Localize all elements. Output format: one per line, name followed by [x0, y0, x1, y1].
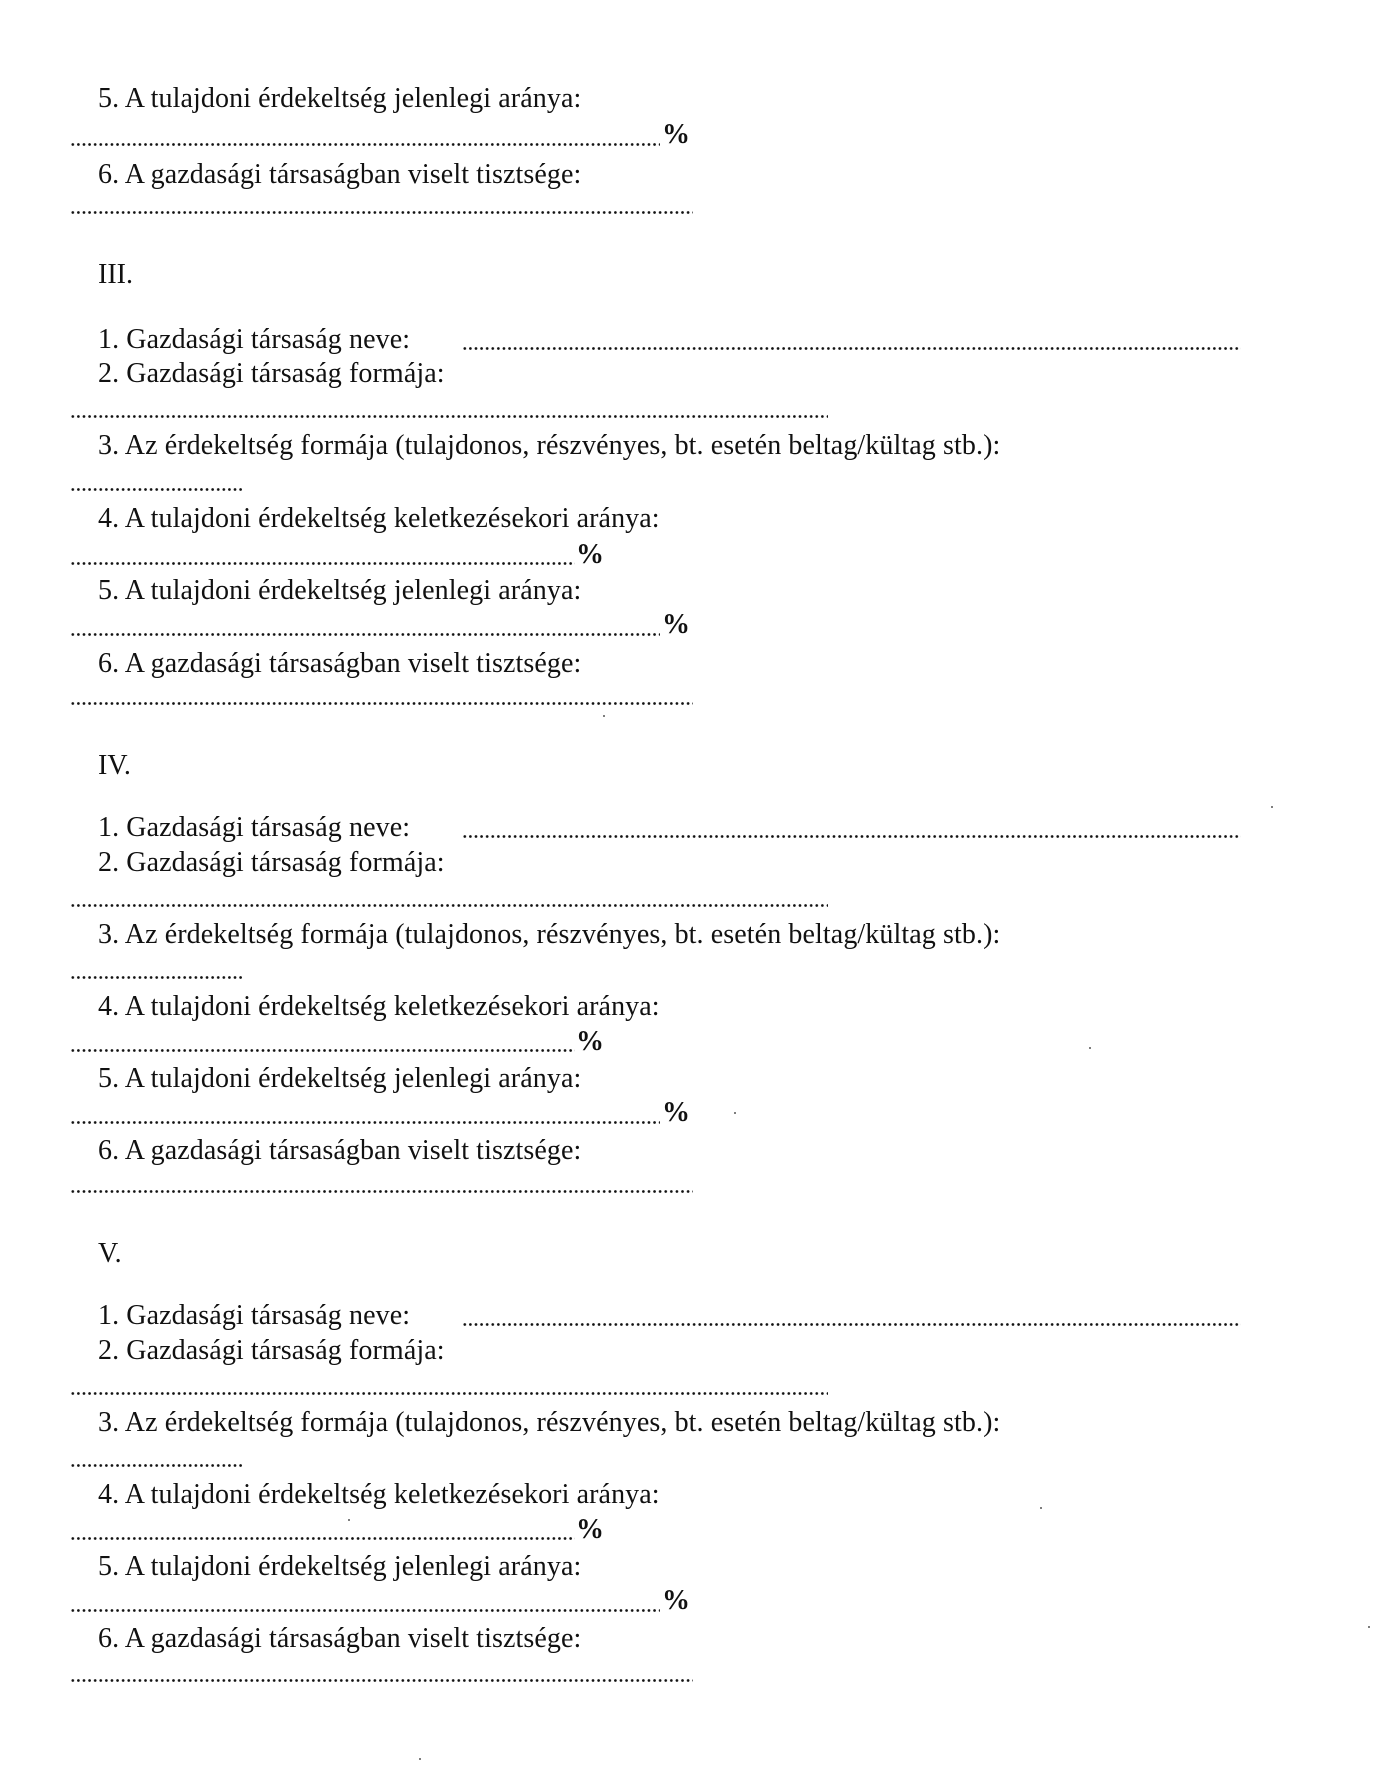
section-heading-v: V.	[98, 1238, 122, 1269]
percent-sign: %	[662, 119, 690, 150]
field-blank-company-name[interactable]	[462, 347, 1241, 350]
field-label-company-name: 1. Gazdasági társaság neve:	[98, 812, 411, 843]
scan-speck	[734, 1112, 736, 1114]
scan-speck	[1368, 1626, 1370, 1628]
field-label-position: 6. A gazdasági társaságban viselt tisztsége:	[98, 159, 582, 190]
field-label-interest-form: 3. Az érdekeltség formája (tulajdonos, részvényes, bt. esetén beltag/kültag stb.):	[98, 430, 1001, 461]
field-blank-current-share[interactable]	[70, 633, 660, 636]
field-label-initial-share: 4. A tulajdoni érdekeltség keletkezésekori aránya:	[98, 1479, 660, 1510]
section-heading-iv: IV.	[98, 750, 131, 781]
field-label-company-name: 1. Gazdasági társaság neve:	[98, 1300, 411, 1331]
percent-sign: %	[576, 539, 604, 570]
field-blank-position[interactable]	[70, 1679, 693, 1682]
field-blank-company-form[interactable]	[70, 1392, 828, 1395]
field-label-current-share: 5. A tulajdoni érdekeltség jelenlegi aránya:	[98, 1551, 582, 1582]
field-label-initial-share: 4. A tulajdoni érdekeltség keletkezésekori aránya:	[98, 503, 660, 534]
percent-sign: %	[662, 609, 690, 640]
field-blank-position[interactable]	[70, 702, 693, 705]
percent-sign: %	[662, 1097, 690, 1128]
field-blank-initial-share[interactable]	[70, 1049, 575, 1052]
percent-sign: %	[576, 1026, 604, 1057]
scan-speck	[1271, 806, 1273, 808]
scan-speck	[419, 1758, 421, 1760]
scan-speck	[603, 715, 605, 717]
field-label-position: 6. A gazdasági társaságban viselt tisztsége:	[98, 1135, 582, 1166]
field-label-interest-form: 3. Az érdekeltség formája (tulajdonos, részvényes, bt. esetén beltag/kültag stb.):	[98, 1407, 1001, 1438]
field-label-interest-form: 3. Az érdekeltség formája (tulajdonos, részvényes, bt. esetén beltag/kültag stb.):	[98, 919, 1001, 950]
field-blank-initial-share[interactable]	[70, 562, 575, 565]
field-blank-company-form[interactable]	[70, 904, 828, 907]
percent-sign: %	[576, 1514, 604, 1545]
field-label-position: 6. A gazdasági társaságban viselt tisztsége:	[98, 1623, 582, 1654]
field-label-current-share: 5. A tulajdoni érdekeltség jelenlegi aránya:	[98, 575, 582, 606]
field-blank-current-share[interactable]	[70, 1609, 660, 1612]
field-blank-company-name[interactable]	[462, 835, 1241, 838]
field-label-position: 6. A gazdasági társaságban viselt tisztsége:	[98, 648, 582, 679]
field-blank-interest-form[interactable]	[70, 1464, 244, 1467]
field-blank-current-share[interactable]	[70, 143, 660, 146]
field-blank-initial-share[interactable]	[70, 1537, 575, 1540]
field-blank-interest-form[interactable]	[70, 976, 244, 979]
scan-speck	[348, 1519, 350, 1521]
scan-speck	[1089, 1047, 1091, 1049]
field-label-current-share: 5. A tulajdoni érdekeltség jelenlegi aránya:	[98, 1063, 582, 1094]
field-blank-position[interactable]	[70, 211, 693, 214]
scan-speck	[1040, 1507, 1042, 1509]
field-blank-interest-form[interactable]	[70, 488, 244, 491]
field-label-company-form: 2. Gazdasági társaság formája:	[98, 358, 445, 389]
field-blank-company-form[interactable]	[70, 415, 828, 418]
field-label-company-form: 2. Gazdasági társaság formája:	[98, 847, 445, 878]
field-label-current-share: 5. A tulajdoni érdekeltség jelenlegi aránya:	[98, 83, 582, 114]
field-label-company-form: 2. Gazdasági társaság formája:	[98, 1335, 445, 1366]
field-blank-current-share[interactable]	[70, 1121, 660, 1124]
field-label-company-name: 1. Gazdasági társaság neve:	[98, 324, 411, 355]
percent-sign: %	[662, 1585, 690, 1616]
field-blank-company-name[interactable]	[462, 1323, 1241, 1326]
section-heading-iii: III.	[98, 259, 133, 290]
field-blank-position[interactable]	[70, 1190, 693, 1193]
field-label-initial-share: 4. A tulajdoni érdekeltség keletkezésekori aránya:	[98, 991, 660, 1022]
